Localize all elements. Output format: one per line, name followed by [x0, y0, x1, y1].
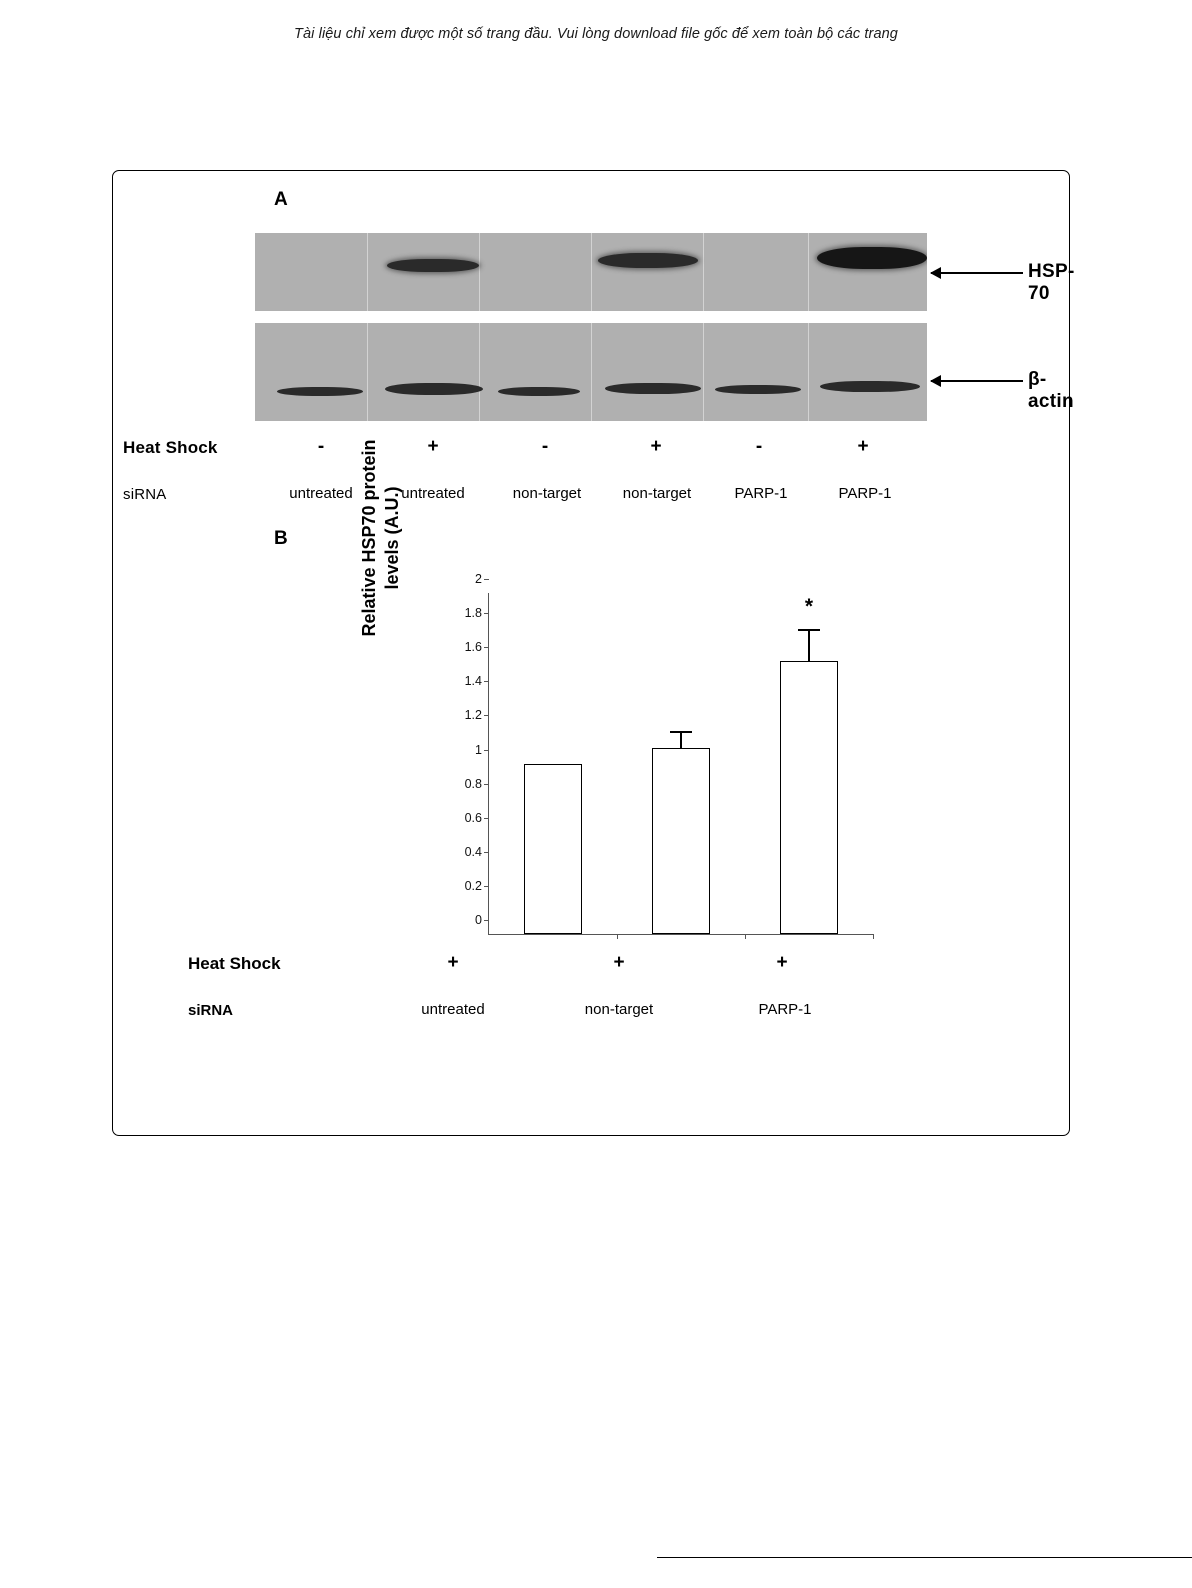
chart-error-bar	[680, 733, 682, 748]
panel-a-heat-shock-lane-2: +	[427, 436, 439, 457]
chart-x-tick	[745, 934, 746, 939]
panel-a-heat-shock-lane-6: +	[857, 436, 869, 457]
panel-b-heat-shock-col-3: +	[776, 952, 788, 973]
chart-significance-marker: *	[804, 594, 814, 618]
chart-x-tick	[873, 934, 874, 939]
panel-b-sirna-col-1: untreated	[421, 1001, 485, 1018]
panel-a-row-label-heat-shock: Heat Shock	[123, 438, 218, 457]
panel-a-row-label-sirna: siRNA	[123, 486, 167, 503]
chart-y-tick: 0.6	[465, 811, 489, 825]
beta-actin-arrow-icon	[931, 380, 1023, 382]
panel-a-sirna-lane-1: untreated	[289, 485, 353, 502]
chart-error-cap	[798, 629, 820, 631]
blot-image-beta-actin	[255, 323, 927, 421]
panel-b-heat-shock-col-2: +	[613, 952, 625, 973]
panel-a-heat-shock-lane-1: -	[317, 436, 325, 457]
panel-a-heat-shock-lane-3: -	[541, 436, 549, 457]
chart-y-tick: 1	[475, 743, 489, 757]
chart-error-cap	[670, 731, 692, 733]
panel-a-sirna-lane-4: non-target	[622, 485, 692, 502]
panel-a-sirna-lane-6: PARP-1	[838, 485, 892, 502]
panel-b-label: B	[274, 528, 289, 549]
preview-notice: Tài liệu chỉ xem được một số trang đầu. Vui lòng download file gốc để xem toàn bộ các trang	[294, 26, 898, 42]
panel-b-row-label-sirna: siRNA	[188, 1002, 234, 1019]
hsp70-arrow-icon	[931, 272, 1023, 274]
chart-bar	[524, 764, 582, 935]
panel-a-sirna-lane-2: untreated	[401, 485, 465, 502]
chart-bar	[780, 661, 838, 934]
chart-y-tick: 2	[475, 572, 489, 586]
chart-bar	[652, 748, 710, 934]
chart-y-axis-label: Relative HSP70 protein levels (A.U.)	[359, 439, 402, 637]
page-bottom-rule	[657, 1557, 1192, 1558]
panel-b-sirna-col-3: PARP-1	[758, 1001, 812, 1018]
chart-y-tick: 0	[475, 913, 489, 927]
blot-image-hsp70	[255, 233, 927, 311]
panel-a-sirna-lane-5: PARP-1	[734, 485, 788, 502]
chart-y-tick: 0.4	[465, 845, 489, 859]
panel-a-label: A	[274, 189, 289, 210]
chart-error-bar	[808, 631, 810, 662]
panel-b-heat-shock-col-1: +	[447, 952, 459, 973]
chart-y-tick: 1.2	[465, 708, 489, 722]
chart-y-tick: 1.8	[465, 606, 489, 620]
chart-y-tick: 0.2	[465, 879, 489, 893]
panel-a-sirna-lane-3: non-target	[512, 485, 582, 502]
chart-y-tick: 1.4	[465, 674, 489, 688]
chart-x-tick	[617, 934, 618, 939]
hsp70-label: HSP-70	[1028, 261, 1075, 304]
chart-plot-area	[464, 572, 873, 935]
panel-b-row-label-heat-shock: Heat Shock	[188, 954, 281, 973]
panel-a-heat-shock-lane-5: -	[755, 436, 763, 457]
figure-panel	[112, 170, 1075, 1136]
chart-y-tick: 0.8	[465, 777, 489, 791]
beta-actin-label: β- actin	[1028, 369, 1074, 412]
chart-y-tick: 1.6	[465, 640, 489, 654]
panel-a-heat-shock-lane-4: +	[650, 436, 662, 457]
panel-b-sirna-col-2: non-target	[584, 1001, 654, 1018]
